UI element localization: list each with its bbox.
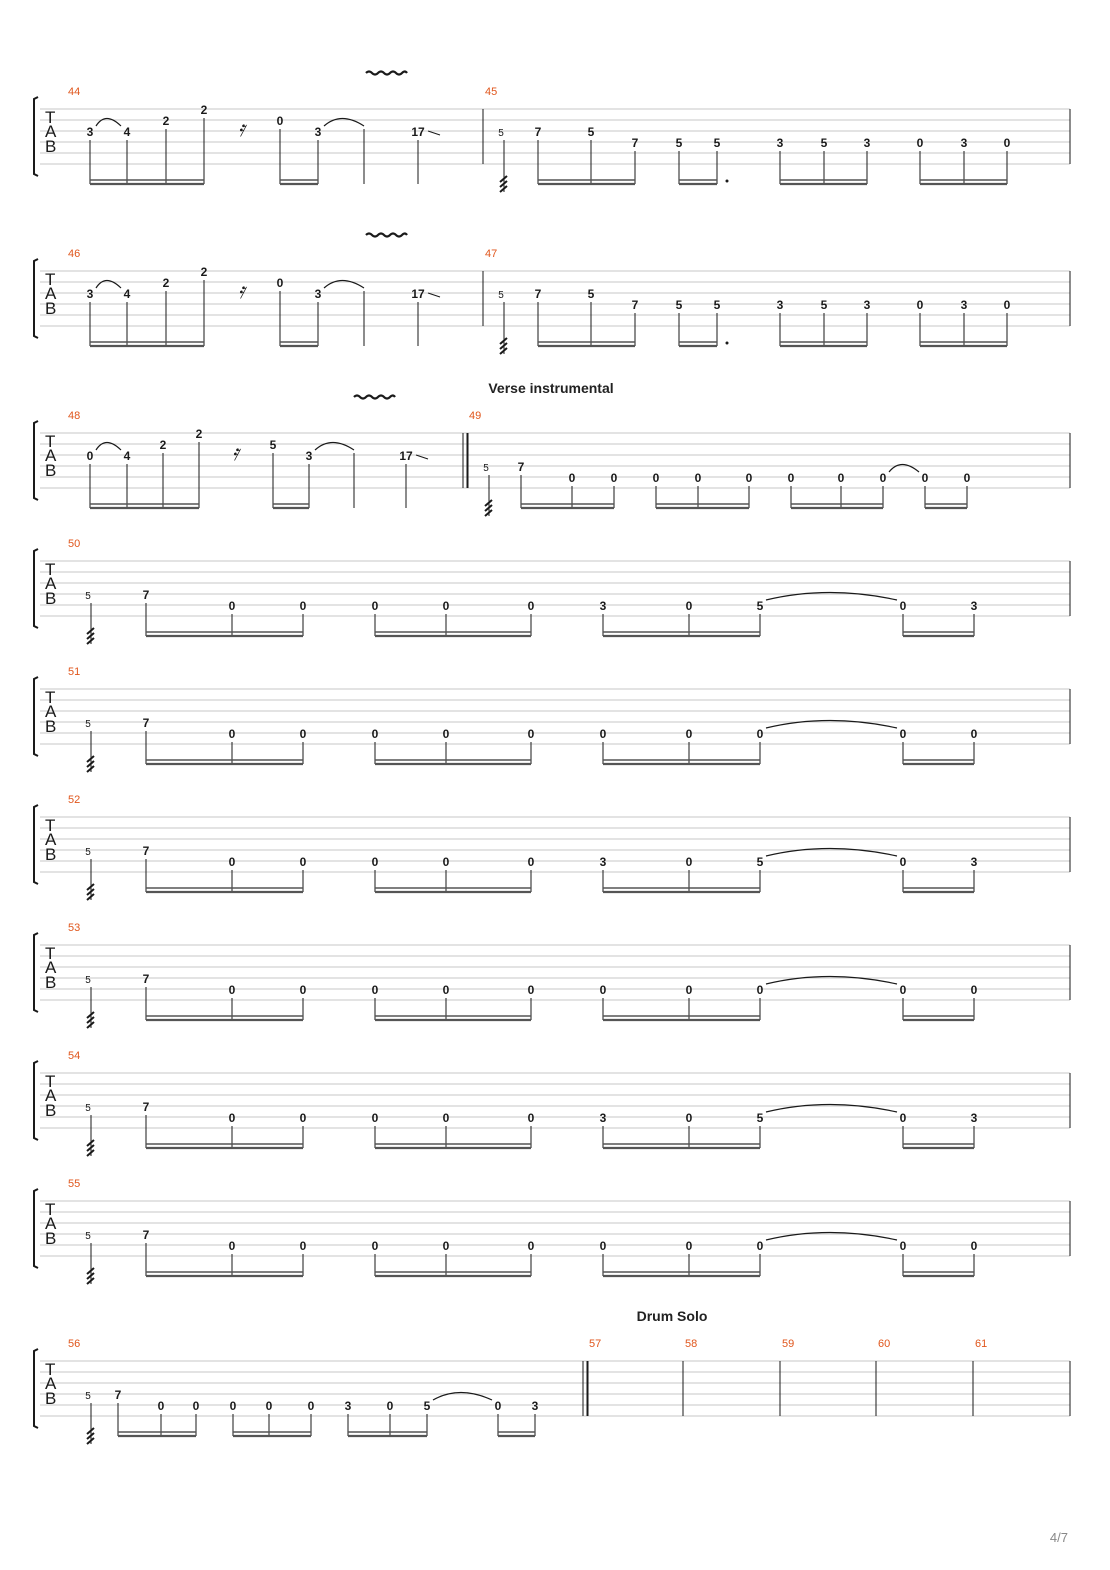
- fret-number: 0: [599, 983, 607, 997]
- fret-number: 0: [921, 471, 929, 485]
- slide-mark: [428, 131, 440, 135]
- system-bracket: [34, 1189, 38, 1268]
- fret-number: 5: [269, 438, 277, 452]
- tab-clef-letter: T: [45, 270, 56, 289]
- fret-number: 0: [837, 471, 845, 485]
- fret-number: 0: [970, 1239, 978, 1253]
- fret-number: 5: [713, 298, 721, 312]
- tab-clef-letter: A: [45, 958, 57, 977]
- fret-number: 0: [371, 1239, 379, 1253]
- tab-clef-letter: T: [45, 1072, 56, 1091]
- fret-number: 0: [228, 855, 236, 869]
- fret-number: 0: [228, 599, 236, 613]
- fret-number: 0: [307, 1399, 315, 1413]
- tab-clef-letter: B: [45, 1229, 57, 1248]
- vibrato-mark: [366, 72, 407, 75]
- fret-number: 0: [652, 471, 660, 485]
- fret-number: 0: [899, 855, 907, 869]
- tab-clef-letter: B: [45, 1101, 57, 1120]
- fret-number: 3: [970, 599, 978, 613]
- fret-number: 0: [899, 1111, 907, 1125]
- vibrato-mark: [354, 396, 395, 399]
- rest-symbol: 𝄿: [238, 117, 245, 142]
- fret-number: 3: [314, 125, 322, 139]
- fret-number: 4: [123, 287, 131, 301]
- fret-number: 3: [960, 136, 968, 150]
- tab-clef-letter: A: [45, 446, 57, 465]
- tab-clef-letter: T: [45, 688, 56, 707]
- system-bracket: [34, 259, 38, 338]
- fret-number: 3: [599, 1111, 607, 1125]
- measure-number: 48: [68, 410, 81, 422]
- fret-number: 7: [517, 460, 525, 474]
- tab-clef-letter: A: [45, 1086, 57, 1105]
- tab-clef-letter: A: [45, 1374, 57, 1393]
- fret-number: 0: [685, 727, 693, 741]
- fret-number: 0: [527, 1239, 535, 1253]
- fret-number: 0: [568, 471, 576, 485]
- grace-note-fret: 5: [85, 847, 91, 858]
- system-bracket: [34, 805, 38, 884]
- fret-number: 3: [863, 136, 871, 150]
- fret-number: 7: [142, 588, 150, 602]
- fret-number: 2: [162, 276, 170, 290]
- fret-number: 0: [157, 1399, 165, 1413]
- grace-note-fret: 5: [85, 719, 91, 730]
- tab-clef-letter: B: [45, 973, 57, 992]
- grace-note-fret: 5: [483, 463, 489, 474]
- fret-number: 3: [86, 125, 94, 139]
- grace-note-fret: 5: [85, 1391, 91, 1402]
- page-number: 4/7: [1049, 1530, 1068, 1545]
- fret-number: 0: [527, 1111, 535, 1125]
- fret-number: 0: [599, 1239, 607, 1253]
- fret-number: 0: [228, 727, 236, 741]
- tab-clef-letter: A: [45, 1214, 57, 1233]
- fret-number: 3: [314, 287, 322, 301]
- tab-clef-letter: B: [45, 461, 57, 480]
- fret-number: 0: [299, 1239, 307, 1253]
- fret-number: 3: [863, 298, 871, 312]
- system-bracket: [34, 97, 38, 176]
- staff-system: [34, 72, 1070, 193]
- tab-clef-letter: A: [45, 122, 57, 141]
- fret-number: 7: [142, 1100, 150, 1114]
- fret-number: 0: [685, 1239, 693, 1253]
- fret-number: 0: [756, 983, 764, 997]
- fret-number: 2: [200, 103, 208, 117]
- tab-clef-letter: T: [45, 1360, 56, 1379]
- measure-number: 59: [782, 1338, 795, 1350]
- fret-number: 0: [228, 1239, 236, 1253]
- fret-number: 5: [423, 1399, 431, 1413]
- rest-symbol: 𝄿: [232, 441, 239, 466]
- fret-number: 0: [970, 983, 978, 997]
- fret-number: 5: [756, 1111, 764, 1125]
- fret-number: 17: [399, 449, 413, 463]
- fret-number: 0: [442, 855, 450, 869]
- fret-number: 0: [970, 727, 978, 741]
- grace-note-fret: 5: [85, 591, 91, 602]
- measure-number: 52: [68, 794, 81, 806]
- fret-number: 3: [344, 1399, 352, 1413]
- fret-number: 0: [442, 599, 450, 613]
- fret-number: 0: [442, 983, 450, 997]
- staff-system: [34, 234, 1070, 355]
- measure-number: 46: [68, 248, 81, 260]
- fret-number: 17: [411, 125, 425, 139]
- staff-system: [34, 1178, 1070, 1284]
- fret-number: 3: [970, 855, 978, 869]
- fret-number: 5: [820, 298, 828, 312]
- fret-number: 7: [631, 298, 639, 312]
- fret-number: 0: [899, 1239, 907, 1253]
- fret-number: 5: [675, 298, 683, 312]
- fret-number: 0: [527, 983, 535, 997]
- staff-system: [34, 1308, 1070, 1444]
- fret-number: 4: [123, 125, 131, 139]
- fret-number: 5: [713, 136, 721, 150]
- system-bracket: [34, 677, 38, 756]
- section-title: Drum Solo: [636, 1308, 708, 1324]
- fret-number: 2: [159, 438, 167, 452]
- tab-clef-letter: B: [45, 1389, 57, 1408]
- staff-system: [34, 666, 1070, 772]
- fret-number: 0: [442, 1111, 450, 1125]
- fret-number: 2: [200, 265, 208, 279]
- measure-number: 44: [68, 86, 81, 98]
- fret-number: 0: [371, 599, 379, 613]
- fret-number: 7: [534, 125, 542, 139]
- measure-number: 50: [68, 538, 81, 550]
- system-bracket: [34, 421, 38, 500]
- fret-number: 0: [371, 855, 379, 869]
- fret-number: 2: [195, 427, 203, 441]
- slide-mark: [416, 455, 428, 459]
- augmentation-dot: [726, 342, 729, 345]
- fret-number: 0: [527, 855, 535, 869]
- fret-number: 7: [142, 716, 150, 730]
- fret-number: 0: [276, 114, 284, 128]
- tab-clef-letter: T: [45, 108, 56, 127]
- fret-number: 0: [228, 983, 236, 997]
- fret-number: 0: [276, 276, 284, 290]
- system-bracket: [34, 1349, 38, 1428]
- measure-number: 51: [68, 666, 81, 678]
- fret-number: 0: [229, 1399, 237, 1413]
- tab-clef-letter: T: [45, 1200, 56, 1219]
- system-bracket: [34, 933, 38, 1012]
- fret-number: 0: [371, 983, 379, 997]
- system-bracket: [34, 549, 38, 628]
- fret-number: 0: [899, 599, 907, 613]
- staff-system: [34, 922, 1070, 1028]
- fret-number: 5: [820, 136, 828, 150]
- measure-number: 58: [685, 1338, 698, 1350]
- fret-number: 0: [192, 1399, 200, 1413]
- fret-number: 0: [745, 471, 753, 485]
- tab-clef-letter: A: [45, 830, 57, 849]
- fret-number: 0: [299, 983, 307, 997]
- tab-clef-letter: B: [45, 137, 57, 156]
- fret-number: 0: [685, 983, 693, 997]
- fret-number: 0: [899, 983, 907, 997]
- fret-number: 3: [599, 599, 607, 613]
- fret-number: 0: [685, 855, 693, 869]
- fret-number: 7: [142, 972, 150, 986]
- fret-number: 0: [527, 599, 535, 613]
- measure-number: 49: [469, 410, 482, 422]
- fret-number: 17: [411, 287, 425, 301]
- fret-number: 3: [970, 1111, 978, 1125]
- fret-number: 0: [299, 599, 307, 613]
- fret-number: 0: [787, 471, 795, 485]
- fret-number: 0: [494, 1399, 502, 1413]
- fret-number: 5: [756, 855, 764, 869]
- fret-number: 0: [299, 727, 307, 741]
- fret-number: 0: [386, 1399, 394, 1413]
- fret-number: 0: [879, 471, 887, 485]
- fret-number: 0: [86, 449, 94, 463]
- fret-number: 3: [86, 287, 94, 301]
- fret-number: 3: [776, 136, 784, 150]
- fret-number: 0: [599, 727, 607, 741]
- fret-number: 0: [228, 1111, 236, 1125]
- fret-number: 3: [776, 298, 784, 312]
- fret-number: 0: [442, 1239, 450, 1253]
- tab-clef-letter: B: [45, 845, 57, 864]
- measure-number: 53: [68, 922, 81, 934]
- fret-number: 0: [1003, 298, 1011, 312]
- fret-number: 7: [142, 1228, 150, 1242]
- fret-number: 0: [916, 298, 924, 312]
- slide-mark: [428, 293, 440, 297]
- measure-number: 60: [878, 1338, 891, 1350]
- fret-number: 3: [531, 1399, 539, 1413]
- augmentation-dot: [726, 180, 729, 183]
- fret-number: 0: [265, 1399, 273, 1413]
- grace-note-fret: 5: [85, 975, 91, 986]
- fret-number: 0: [916, 136, 924, 150]
- fret-number: 7: [142, 844, 150, 858]
- fret-number: 7: [114, 1388, 122, 1402]
- fret-number: 0: [527, 727, 535, 741]
- staff-system: [34, 794, 1070, 900]
- fret-number: 0: [899, 727, 907, 741]
- tab-clef-letter: B: [45, 717, 57, 736]
- tab-clef-letter: T: [45, 560, 56, 579]
- tab-clef-letter: T: [45, 816, 56, 835]
- tab-clef-letter: T: [45, 944, 56, 963]
- section-title: Verse instrumental: [488, 380, 614, 396]
- fret-number: 5: [587, 287, 595, 301]
- grace-note-fret: 5: [85, 1103, 91, 1114]
- fret-number: 7: [534, 287, 542, 301]
- vibrato-mark: [366, 234, 407, 237]
- tab-clef-letter: B: [45, 299, 57, 318]
- rest-symbol: 𝄿: [238, 279, 245, 304]
- fret-number: 0: [299, 1111, 307, 1125]
- fret-number: 3: [960, 298, 968, 312]
- measure-number: 54: [68, 1050, 81, 1062]
- tab-clef-letter: B: [45, 589, 57, 608]
- tab-clef-letter: T: [45, 432, 56, 451]
- measure-number: 56: [68, 1338, 81, 1350]
- staff-system: [34, 538, 1070, 644]
- fret-number: 0: [299, 855, 307, 869]
- fret-number: 0: [371, 1111, 379, 1125]
- staff-system: [34, 1050, 1070, 1156]
- fret-number: 5: [675, 136, 683, 150]
- grace-note-fret: 5: [498, 290, 504, 301]
- fret-number: 3: [305, 449, 313, 463]
- measure-number: 57: [589, 1338, 602, 1350]
- fret-number: 0: [756, 727, 764, 741]
- fret-number: 0: [756, 1239, 764, 1253]
- measure-number: 61: [975, 1338, 988, 1350]
- fret-number: 0: [963, 471, 971, 485]
- fret-number: 7: [631, 136, 639, 150]
- grace-note-fret: 5: [85, 1231, 91, 1242]
- fret-number: 5: [587, 125, 595, 139]
- measure-number: 47: [485, 248, 498, 260]
- fret-number: 0: [610, 471, 618, 485]
- fret-number: 5: [756, 599, 764, 613]
- grace-note-fret: 5: [498, 128, 504, 139]
- measure-number: 55: [68, 1178, 81, 1190]
- system-bracket: [34, 1061, 38, 1140]
- fret-number: 2: [162, 114, 170, 128]
- fret-number: 4: [123, 449, 131, 463]
- fret-number: 0: [442, 727, 450, 741]
- fret-number: 0: [371, 727, 379, 741]
- tab-clef-letter: A: [45, 702, 57, 721]
- fret-number: 0: [685, 599, 693, 613]
- fret-number: 0: [685, 1111, 693, 1125]
- tab-clef-letter: A: [45, 284, 57, 303]
- fret-number: 0: [1003, 136, 1011, 150]
- fret-number: 0: [694, 471, 702, 485]
- tab-clef-letter: A: [45, 574, 57, 593]
- staff-system: [34, 380, 1070, 516]
- fret-number: 3: [599, 855, 607, 869]
- measure-number: 45: [485, 86, 498, 98]
